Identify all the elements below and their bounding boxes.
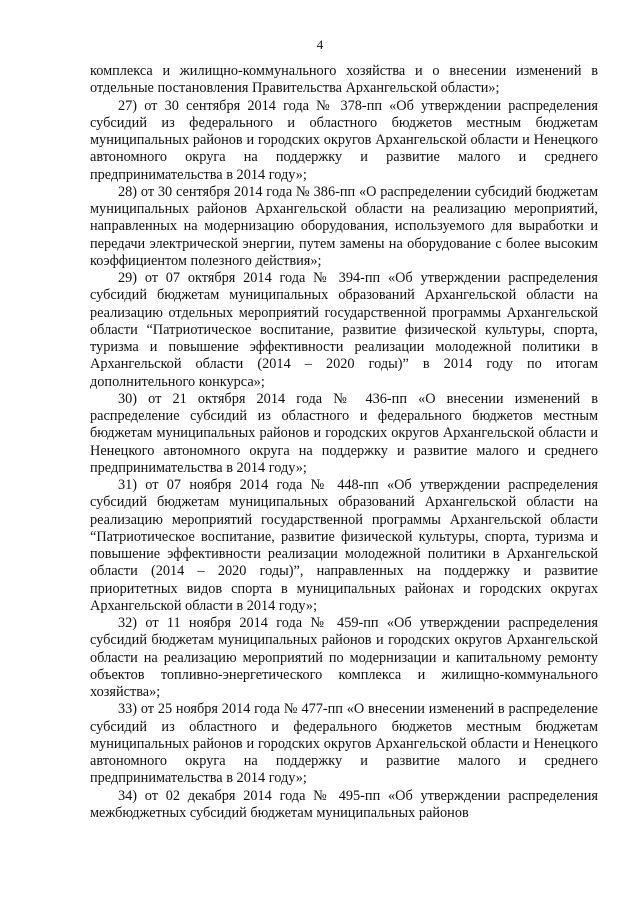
paragraph: комплекса и жилищно-коммунального хозяйства и о внесении изменений в отдельные постановления Правительства Архангельской области»; — [90, 63, 598, 97]
page-number: 4 — [316, 37, 324, 52]
paragraph: 27) от 30 сентября 2014 года № 378-пп «Об утверждении распределения субсидий из федерального и областного бюджетов местным бюджетам муниципальных районов и городских округов Архангельской области и Ненецкого автономного округа на поддержку и развитие малого и среднего предпринимательства в 2014 году»; — [90, 97, 598, 183]
paragraph: 28) от 30 сентября 2014 года № 386-пп «О распределении субсидий бюджетам муниципальных районов Архангельской области на реализацию мероприятий, направленных на модернизацию оборудования, используемого для выработки и передачи электрической энергии, путем замены на оборудование с более высоким коэффициентом полезного действия»; — [90, 183, 598, 269]
paragraph: 32) от 11 ноября 2014 года № 459-пп «Об утверждении распределения субсидий бюджетам муниципальных районов и городских округов Архангельской области на реализацию мероприятий по модернизации и капитальному ремонту объектов топливно-энергетического комплекса и жилищно-коммунального хозяйства»; — [90, 615, 598, 700]
paragraph: 34) от 02 декабря 2014 года № 495-пп «Об утверждении распределения межбюджетных субсидий бюджетам муниципальных районов — [90, 787, 598, 821]
document-body — [90, 63, 598, 822]
paragraph: 29) от 07 октября 2014 года № 394-пп «Об утверждении распределения субсидий бюджетам муниципальных образований Архангельской области на реализацию отдельных мероприятий государственной программы Архангельской области “Патриотическое воспитание, развитие физической культуры, спорта, туризма и повышение эффективности реализации молодежной политики в Архангельской области (2014 – 2020 годы)” в 2014 году по итогам дополнительного конкурса»; — [90, 270, 598, 390]
paragraph: 31) от 07 ноября 2014 года № 448-пп «Об утверждении распределения субсидий бюджетам муниципальных образований Архангельской области на реализацию мероприятий государственной программы Архангельской области “Патриотическое воспитание, развитие физической культуры, спорта, туризма и повышение эффективности реализации молодежной политики в Архангельской области (2014 – 2020 годы)”, направленных на поддержку и развитие приоритетных видов спорта в муниципальных районах и городских округах Архангельской области в 2014 году»; — [90, 477, 598, 614]
paragraph: 30) от 21 октября 2014 года № 436-пп «О внесении изменений в распределение субсидий из областного и федерального бюджетов местным бюджетам муниципальных районов и городских округов Архангельской области и Ненецкого автономного округа на поддержку и развитие малого и среднего предпринимательства в 2014 году»; — [90, 390, 598, 476]
paragraph: 33) от 25 ноября 2014 года № 477-пп «О внесении изменений в распределение субсидий из областного и федерального бюджетов местным бюджетам муниципальных районов и городских округов Архангельской области и Ненецкого автономного округа на поддержку и развитие малого и среднего предпринимательства в 2014 году»; — [90, 701, 598, 787]
